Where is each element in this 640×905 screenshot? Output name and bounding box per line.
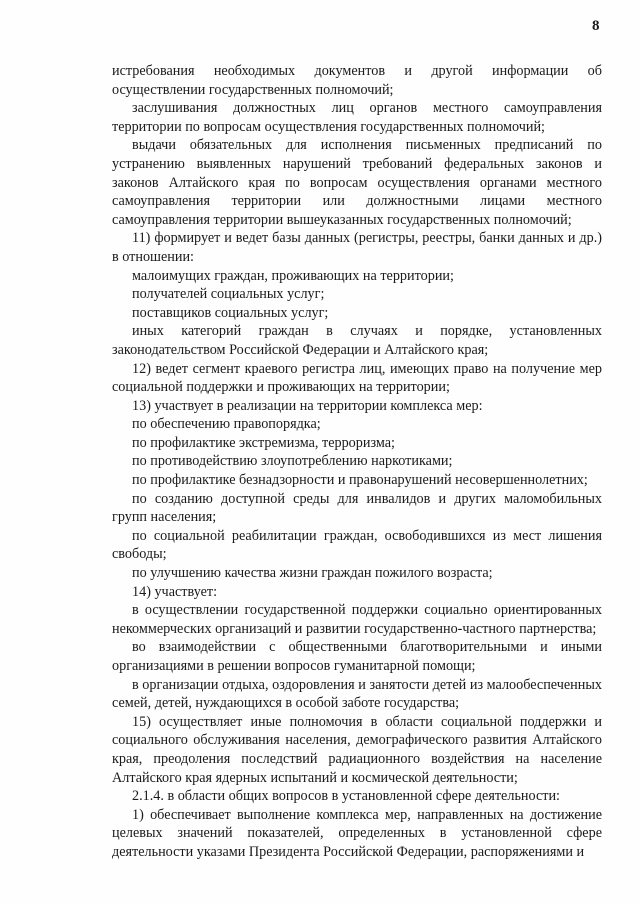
paragraph: 13) участвует в реализации на территории комплекса мер:	[132, 397, 483, 414]
paragraph: по улучшению качества жизни граждан пожилого возраста;	[132, 565, 493, 582]
paragraph: иных категорий граждан в случаях и порядке, установленных законодательством Российской Федерации и Алтайского края;	[112, 323, 602, 358]
paragraph: по профилактике экстремизма, терроризма;	[132, 434, 395, 451]
paragraph: получателей социальных услуг;	[132, 286, 325, 303]
paragraph: поставщиков социальных услуг;	[132, 304, 329, 321]
paragraph: 11) формирует и ведет базы данных (регистры, реестры, банки данных и др.) в отношении:	[112, 230, 602, 265]
paragraph: малоимущих граждан, проживающих на территории;	[132, 267, 454, 284]
page-number: 8	[592, 18, 600, 34]
document-body	[112, 62, 602, 862]
paragraph: 15) осуществляет иные полномочия в области социальной поддержки и социального обслуживания населения, демографического развития Алтайского края, преодоления последствий радиационного воздействия на население Алтайского края ядерных испытаний и космической деятельности;	[112, 713, 602, 786]
paragraph: 1) обеспечивает выполнение комплекса мер, направленных на достижение целевых значений показателей, определенных в установленной сфере деятельности указами Президента Российской Федерации, распоряжениями и	[112, 806, 602, 860]
paragraph: выдачи обязательных для исполнения письменных предписаний по устранению выявленных нарушений требований федеральных законов и законов Алтайского края по вопросам осуществления органами местного самоуправления территории или должностными лицами местного самоуправления территории вышеуказанных государственных полномочий;	[112, 137, 602, 228]
paragraph: в организации отдыха, оздоровления и занятости детей из малообеспеченных семей, детей, нуждающихся в особой заботе государства;	[112, 676, 602, 712]
paragraph: 14) участвует:	[132, 583, 218, 600]
paragraph: по противодействию злоупотреблению наркотиками;	[132, 453, 453, 470]
paragraph: в осуществлении государственной поддержки социально ориентированных некоммерческих организаций и развитии государственно-частного партнерства;	[112, 602, 602, 637]
paragraph: 12) ведет сегмент краевого регистра лиц, имеющих право на получение мер социальной поддержки и проживающих на территории;	[112, 360, 602, 396]
paragraph: по обеспечению правопорядка;	[132, 416, 321, 433]
paragraph: по профилактике безнадзорности и правонарушений несовершеннолетних;	[132, 472, 588, 489]
paragraph: истребования необходимых документов и другой информации об осуществлении государственных полномочий;	[112, 63, 602, 98]
paragraph: во взаимодействии с общественными благотворительными и иными организациями в решении вопросов гуманитарной помощи;	[112, 639, 602, 674]
paragraph: по социальной реабилитации граждан, освободившихся из мест лишения свободы;	[112, 527, 602, 563]
paragraph: 2.1.4. в области общих вопросов в установленной сфере деятельности:	[132, 788, 560, 805]
paragraph: заслушивания должностных лиц органов местного самоуправления территории по вопросам осуществления государственных полномочий;	[112, 100, 602, 135]
paragraph: по созданию доступной среды для инвалидов и других маломобильных групп населения;	[112, 490, 602, 526]
